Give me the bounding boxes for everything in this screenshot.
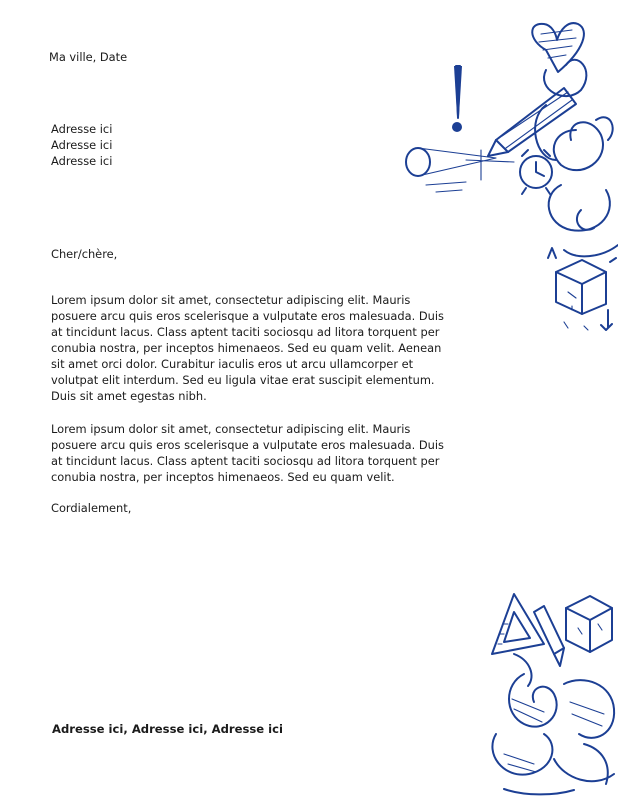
closing: Cordialement, bbox=[51, 501, 132, 515]
paragraph-line: posuere arcu quis eros scelerisque a vulputate eros malesuada. Duis bbox=[51, 438, 444, 452]
paragraph-line: volutpat elit interdum. Sed eu ligula vitae erat suscipit elementum. bbox=[51, 373, 435, 387]
paragraph-line: Lorem ipsum dolor sit amet, consectetur adipiscing elit. Mauris bbox=[51, 422, 411, 436]
place-date: Ma ville, Date bbox=[49, 50, 128, 64]
paragraph-line: conubia nostra, per inceptos himenaeos. Sed eu quam velit. Aenean bbox=[51, 341, 442, 355]
paragraph-line: sit amet orci dolor. Curabitur iaculis eros ut arcu ullamcorper et bbox=[51, 357, 414, 371]
footer-address: Adresse ici, Adresse ici, Adresse ici bbox=[52, 722, 284, 736]
triangle-ruler-icon bbox=[492, 594, 544, 654]
cube-icon bbox=[566, 596, 612, 652]
swirl-icon bbox=[492, 654, 614, 794]
paragraph-line: Duis sit amet egestas nibh. bbox=[51, 389, 207, 403]
paragraph-line: Lorem ipsum dolor sit amet, consectetur adipiscing elit. Mauris bbox=[51, 293, 411, 307]
paragraph-line: at tincidunt lacus. Class aptent taciti sociosqu ad litora torquent per bbox=[51, 325, 440, 339]
paragraph-line: at tincidunt lacus. Class aptent taciti sociosqu ad litora torquent per bbox=[51, 454, 440, 468]
salutation: Cher/chère, bbox=[51, 247, 118, 261]
recipient-address-line: Adresse ici bbox=[51, 122, 113, 136]
exclamation-icon bbox=[452, 66, 462, 132]
recipient-address-line: Adresse ici bbox=[51, 138, 113, 152]
bottom-doodle-decoration bbox=[484, 584, 618, 798]
heart-icon bbox=[532, 23, 584, 72]
paragraph-line: posuere arcu quis eros scelerisque a vulputate eros malesuada. Duis bbox=[51, 309, 444, 323]
pencil-icon bbox=[488, 88, 576, 156]
swirl-icon bbox=[535, 60, 618, 257]
cube-icon bbox=[556, 260, 606, 314]
body-paragraph-1 bbox=[51, 292, 444, 404]
recipient-address-line: Adresse ici bbox=[51, 154, 113, 168]
body-paragraph-2 bbox=[51, 421, 444, 485]
top-doodle-decoration bbox=[396, 10, 618, 340]
paragraph-line: conubia nostra, per inceptos himenaeos. Sed eu quam velit. bbox=[51, 470, 395, 484]
